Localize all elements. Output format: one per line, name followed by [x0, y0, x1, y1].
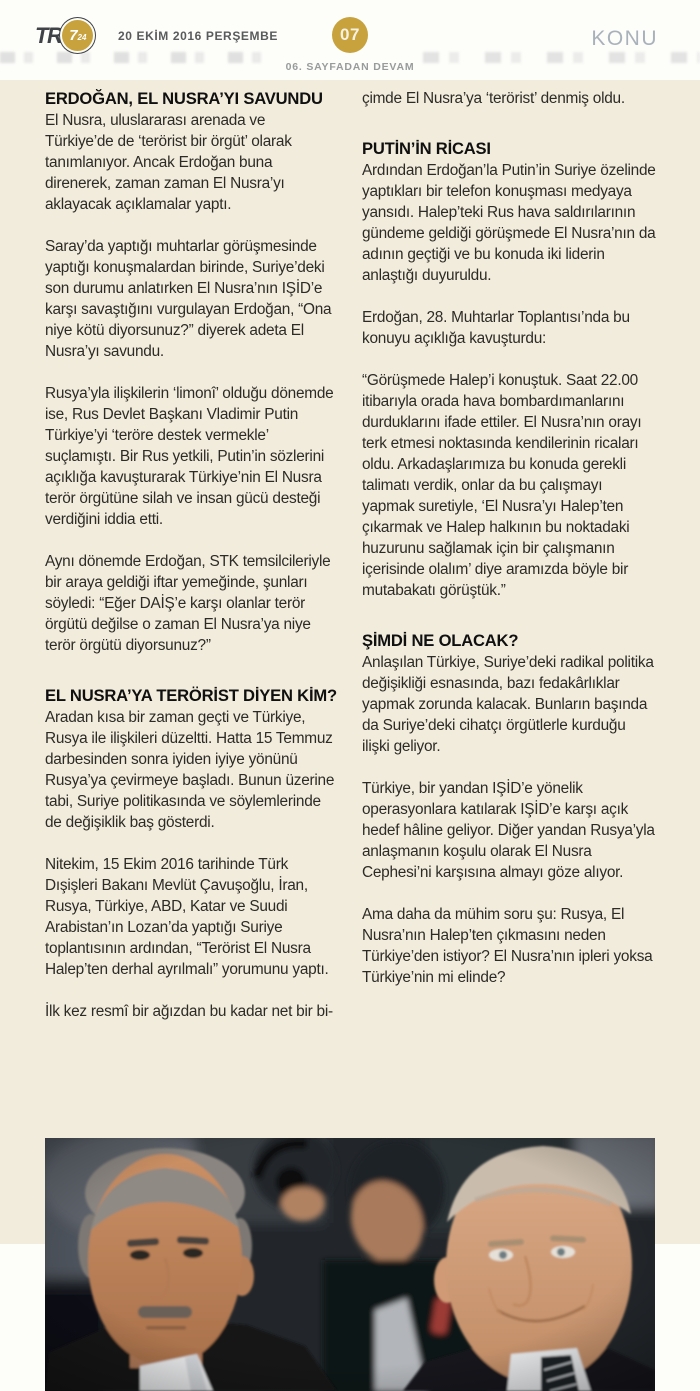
photo-vignette	[45, 1138, 655, 1391]
article-paragraph: çimde El Nusra’ya ‘terörist’ denmiş oldu.	[362, 90, 625, 107]
page-number-badge: 07	[332, 17, 368, 53]
article-paragraph: Aynı dönemde Erdoğan, STK temsilcileriyle bir araya geldiği iftar yemeğinde, şunları söyledi: “Eğer DAİŞ’e karşı olanlar terör örgütü değilse o zaman El Nusra’ya niye terör örgütü diyorsunuz?”	[45, 553, 331, 654]
continued-from-label: 06. SAYFADAN DEVAM	[285, 61, 415, 73]
article-paragraph: Nitekim, 15 Ekim 2016 tarihinde Türk Dışişleri Bakanı Mevlüt Çavuşoğlu, İran, Rusya, Türkiye, ABD, Katar ve Suudi Arabistan’ın Lozan’da yaptığı Suriye toplantısının ardından, “Terörist El Nusra Halep’ten derhal ayrılmalı” yorumunu yaptı.	[45, 856, 329, 978]
article-paragraph: Türkiye, bir yandan IŞİD’e yönelik operasyonlara katılarak IŞİD’e karşı açık hedef hâline geliyor. Diğer yandan Rusya’yla anlaşmanın koşulu olarak El Nusra Cephesi’ni karşısına almayı göze alıyor.	[362, 780, 655, 881]
issue-date: 20 EKİM 2016 PERŞEMBE	[118, 29, 278, 43]
article-subheading: PUTİN’İN RİCASI	[362, 139, 491, 158]
erdogan-putin-photo	[45, 1138, 655, 1391]
article-paragraph: Ama daha da mühim soru şu: Rusya, El Nusra’nın Halep’ten çıkmasını neden Türkiye’den istiyor? El Nusra’nın ipleri yoksa Türkiye’nin mi elinde?	[362, 906, 653, 986]
logo-tr-text: TR	[35, 22, 62, 48]
article-paragraph: Anlaşılan Türkiye, Suriye’deki radikal politika değişikliği esnasında, bazı fedakârlıklar yapmak zorunda kalacak. Bunların başında da Suriye’deki cihatçı örgütlerle kurduğu ilişki geliyor.	[362, 654, 654, 755]
tr724-logo	[35, 20, 93, 51]
article-paragraph: Rusya’yla ilişkilerin ‘limonî’ olduğu dönemde ise, Rus Devlet Başkanı Vladimir Putin Türkiye’yi ‘teröre destek vermekle’ suçlamıştı. Bir Rus yetkili, Putin’in sözlerini açıklığa kavuşturarak Türkiye’nin El Nusra terör örgütüne silah ve insan gücü desteği verdiğini iddia etti.	[45, 385, 334, 528]
logo-badge-7: 7	[69, 27, 78, 44]
article-paragraph: Aradan kısa bir zaman geçti ve Türkiye, Rusya ile ilişkileri düzeltti. Hatta 15 Temmuz darbesinden sonra iyiden iyiye yönünü Rusya’ya çevirmeye başladı. Bunun üzerine tabi, Suriye politikasında ve söylemlerinde de değişiklik baş gösterdi.	[45, 709, 335, 831]
article-column-1	[45, 88, 337, 1043]
section-label: KONU	[591, 27, 658, 50]
article-paragraph: Saray’da yaptığı muhtarlar görüşmesinde yaptığı konuşmalardan birinde, Suriye’deki son durumu anlatırken El Nusra’nın IŞİD’e karşı savaştığını vurgulayan Erdoğan, “Ona niye kötü diyorsunuz?” diyerek adeta El Nusra’yı savundu.	[45, 238, 332, 360]
article-subheading: EL NUSRA’YA TERÖRİST DİYEN KİM?	[45, 686, 337, 705]
article-paragraph: El Nusra, uluslararası arenada ve Türkiye’de de ‘terörist bir örgüt’ olarak tanımlanıyor. Ancak Erdoğan buna direnerek, zaman zaman El Nusra’yı aklayacak açıklamalar yaptı.	[45, 112, 292, 213]
article-subheading: ERDOĞAN, EL NUSRA’YI SAVUNDU	[45, 89, 323, 108]
logo-724-badge-icon	[62, 20, 93, 51]
photo-illustration	[45, 1138, 655, 1391]
article-paragraph: Ardından Erdoğan’la Putin’in Suriye özelinde yaptıkları bir telefon konuşması medyaya yansıdı. Halep’teki Rus hava saldırılarının gündeme geldiği görüşmede El Nusra’nın da adının geçtiği ve bu konuda iki liderin anlaştığı duyuruldu.	[362, 162, 656, 284]
page-header	[0, 0, 700, 80]
article-paragraph: Erdoğan, 28. Muhtarlar Toplantısı’nda bu konuyu açıklığa kavuşturdu:	[362, 309, 630, 347]
article-paragraph: “Görüşmede Halep’i konuştuk. Saat 22.00 itibarıyla orada hava bombardımanlarını durduklarını ifade ettiler. El Nusra’nın orayı terk etmesi noktasında kendilerinin ricaları oldu. Arkadaşlarımıza bu konuda gerekli talimatı verdik, onlar da bu çalışmayı yapmak suretiyle, ‘El Nusra’yı Halep’ten çıkarmak ve Halep halkının bu noktadaki huzurunu sağlamak için bir çalışmanın içerisinde olalım’ diye aramızda böyle bir mutabakatı görüştük.”	[362, 372, 642, 599]
article-paragraph: İlk kez resmî bir ağızdan bu kadar net bir bi-	[45, 1003, 333, 1020]
article-column-2	[362, 88, 657, 1009]
article-subheading: ŞİMDİ NE OLACAK?	[362, 631, 519, 650]
logo-badge-24: 24	[77, 33, 87, 42]
article-body	[0, 80, 700, 1244]
